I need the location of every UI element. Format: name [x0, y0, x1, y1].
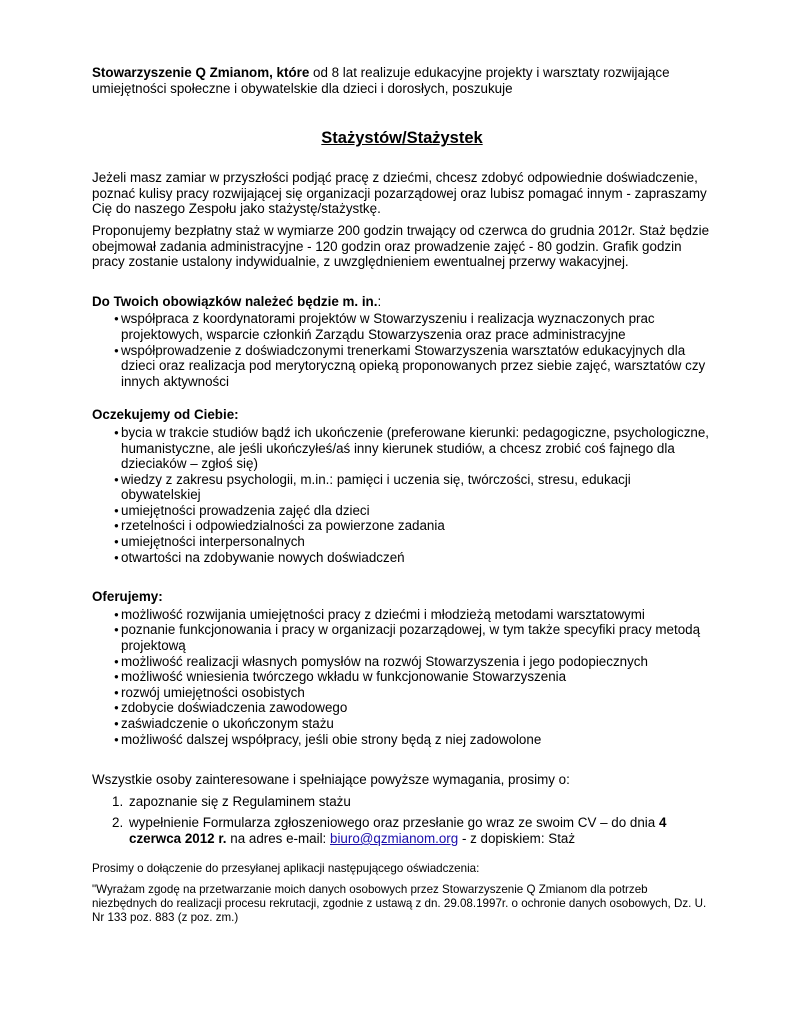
step-number: 1.: [112, 793, 124, 809]
consent-paragraph: "Wyrażam zgodę na przetwarzanie moich danych osobowych przez Stowarzyszenie Q Zmianom dla potrzeb niezbędnych do realizacji procesu rekrutacji, zgodnie z ustawą z dn. 29.08.1997r. o ochronie danych osobowych, Dz. U. Nr 133 poz. 883 (z poz. zm.): [92, 883, 707, 924]
list-item-text: zdobycie doświadczenia zawodowego: [121, 700, 348, 716]
list-item-text: możliwość rozwijania umiejętności pracy z dziećmi i młodzieżą metodami warsztatowymi: [121, 606, 645, 622]
offer-list: [92, 607, 712, 747]
list-item: [92, 685, 712, 701]
list-item-text: umiejętności prowadzenia zajęć dla dzieci: [121, 502, 370, 518]
list-item-text: rozwój umiejętności osobistych: [121, 684, 305, 700]
list-item: [92, 503, 712, 519]
list-item: [92, 607, 712, 623]
list-item-text: poznanie funkcjonowania i pracy w organizacji pozarządowej, w tym także specyfiki pracy metodą projektową: [121, 622, 701, 654]
list-item-text: wiedzy z zakresu psychologii, m.in.: pamięci i uczenia się, twórczości, stresu, edukacji obywatelskiej: [121, 471, 631, 503]
offer-heading: Oferujemy:: [92, 589, 163, 605]
page-title: Stażystów/Stażystek: [321, 129, 483, 148]
list-item: [92, 716, 712, 732]
step-item-2: [92, 815, 712, 846]
step-text-a: wypełnienie Formularza zgłoszeniowego oraz przesłanie go wraz ze swoim CV – do dnia: [129, 815, 659, 831]
intro-text: od 8 lat realizuje edukacyjne projekty i warsztaty rozwijające umiejętności społeczne i obywatelskie dla dzieci i dorosłych, poszukuje: [92, 65, 670, 96]
paragraph-offer-details: Proponujemy bezpłatny staż w wymiarze 200 godzin trwający od czerwca do grudnia 2012r. Staż będzie obejmował zadania administracyjne - 120 godzin oraz prowadzenie zajęć - 80 godzin. Grafik godzin pracy zostanie ustalony indywidualnie, z uwzględnieniem ewentualnej przerwy wakacyjnej.: [92, 222, 710, 270]
list-item-text: możliwość dalszej współpracy, jeśli obie strony będą z niej zadowolone: [121, 731, 542, 747]
duties-list: [92, 311, 712, 389]
list-item: [92, 311, 712, 342]
list-item: [92, 654, 712, 670]
step-item-1: [92, 794, 712, 810]
list-item: [92, 550, 712, 566]
list-item-text: umiejętności interpersonalnych: [121, 534, 305, 550]
note-paragraph: Prosimy o dołączenie do przesyłanej aplikacji następującego oświadczenia:: [92, 861, 480, 875]
email-link[interactable]: biuro@qzmianom.org: [330, 830, 459, 846]
duties-heading: [92, 294, 712, 310]
step-number: 2.: [112, 815, 124, 831]
list-item-text: współprowadzenie z doświadczonymi trenerkami Stowarzyszenia warsztatów edukacyjnych dla dzieci oraz realizacja pod merytoryczną opieką proponowanych przez siebie zajęć, warsztatów czy innych aktywności: [121, 342, 706, 389]
list-item-text: rzetelności i odpowiedzialności za powierzone zadania: [121, 518, 445, 534]
steps-list: [92, 794, 712, 847]
list-item: [92, 534, 712, 550]
intro-paragraph: [92, 65, 712, 96]
closing-paragraph: Wszystkie osoby zainteresowane i spełniające powyższe wymagania, prosimy o:: [92, 772, 570, 788]
list-item: [92, 622, 712, 653]
list-item: [92, 518, 712, 534]
list-item-text: zaświadczenie o ukończonym stażu: [121, 716, 334, 731]
expect-list: [92, 425, 712, 565]
org-name: Stowarzyszenie Q Zmianom, które: [92, 65, 310, 80]
list-item-text: bycia w trakcie studiów bądź ich ukończenie (preferowane kierunki: pedagogiczne, psychologiczne, humanistyczne, ale jeśli ukończyłeś/aś inny kierunek studiów, a chcesz zrobić coś fajnego dla dzieciaków – zgłoś się): [121, 424, 710, 472]
list-item-text: możliwość realizacji własnych pomysłów na rozwój Stowarzyszenia i jego podopiecznych: [121, 653, 648, 669]
deadline: 4 czerwca 2012 r.: [129, 815, 667, 846]
duties-heading-text: Do Twoich obowiązków należeć będzie m. in.: [92, 293, 378, 309]
expect-heading: Oczekujemy od Ciebie:: [92, 407, 239, 423]
step-text: zapoznanie się z Regulaminem stażu: [129, 793, 351, 809]
paragraph-invitation: Jeżeli masz zamiar w przyszłości podjąć pracę z dziećmi, chcesz zdobyć odpowiednie doświadczenie, poznać kulisy pracy rozwijającej się organizacji pozarządowej oraz lubisz pomagać innym - zapraszamy Cię do naszego Zespołu jako stażystę/stażystkę.: [92, 170, 707, 217]
list-item: [92, 425, 712, 472]
list-item-text: otwartości na zdobywanie nowych doświadczeń: [121, 549, 405, 565]
list-item-text: możliwość wniesienia twórczego wkładu w funkcjonowanie Stowarzyszenia: [121, 669, 567, 685]
list-item: [92, 732, 712, 748]
step-text-c: - z dopiskiem: Staż: [458, 830, 576, 846]
document-page: [92, 65, 712, 925]
list-item: [92, 669, 712, 685]
step-text-b: na adres e-mail:: [226, 830, 330, 846]
duties-heading-colon: :: [377, 293, 382, 309]
list-item-text: współpraca z koordynatorami projektów w Stowarzyszeniu i realizacja wyznaczonych prac projektowych, wsparcie członkiń Zarządu Stowarzyszenia oraz prace administracyjne: [121, 311, 655, 342]
list-item: [92, 343, 712, 390]
list-item: [92, 472, 712, 503]
list-item: [92, 700, 712, 716]
